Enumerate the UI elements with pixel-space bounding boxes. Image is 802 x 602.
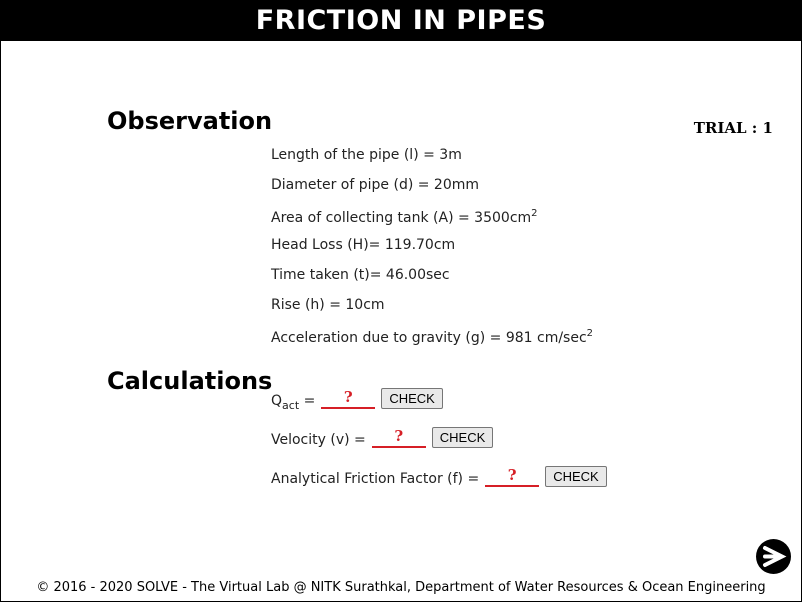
observation-area-exponent: 2 [531, 208, 538, 219]
page-title: FRICTION IN PIPES [1, 1, 801, 41]
velocity-check-button[interactable]: CHECK [432, 427, 494, 448]
observation-area [271, 210, 538, 226]
observation-head-loss: Head Loss (H)= 119.70cm [271, 237, 456, 253]
friction-label: Analytical Friction Factor (f) = [271, 471, 480, 487]
q-act-subscript: act [282, 399, 300, 412]
observation-gravity [271, 330, 593, 346]
observation-time: Time taken (t)= 46.00sec [271, 267, 450, 283]
observation-gravity-text: Acceleration due to gravity (g) = 981 cm/sec [271, 330, 587, 346]
q-act-label [271, 393, 316, 412]
friction-check-button[interactable]: CHECK [545, 466, 607, 487]
observation-rise: Rise (h) = 10cm [271, 297, 385, 313]
velocity-label: Velocity (v) = [271, 432, 366, 448]
velocity-answer-field[interactable]: ? [372, 427, 426, 448]
friction-answer-field[interactable]: ? [485, 466, 539, 487]
q-act-equals: = [299, 393, 316, 409]
observation-gravity-exponent: 2 [586, 328, 594, 339]
arrow-right-icon [756, 539, 791, 574]
velocity-row [271, 427, 493, 448]
calculations-heading: Calculations [107, 367, 273, 395]
q-act-answer-field[interactable]: ? [321, 388, 375, 409]
observation-diameter: Diameter of pipe (d) = 20mm [271, 177, 480, 193]
friction-row [271, 466, 607, 487]
q-act-row [271, 388, 443, 412]
observation-area-text: Area of collecting tank (A) = 3500cm [271, 210, 532, 226]
next-button[interactable] [756, 539, 791, 574]
trial-label: TRIAL : 1 [693, 119, 773, 137]
q-act-symbol: Q [271, 393, 283, 409]
footer-credits: © 2016 - 2020 SOLVE - The Virtual Lab @ NITK Surathkal, Department of Water Resources & Ocean Engineering [36, 580, 766, 595]
observation-length: Length of the pipe (l) = 3m [271, 147, 462, 163]
observation-heading: Observation [107, 107, 273, 135]
q-act-check-button[interactable]: CHECK [381, 388, 443, 409]
